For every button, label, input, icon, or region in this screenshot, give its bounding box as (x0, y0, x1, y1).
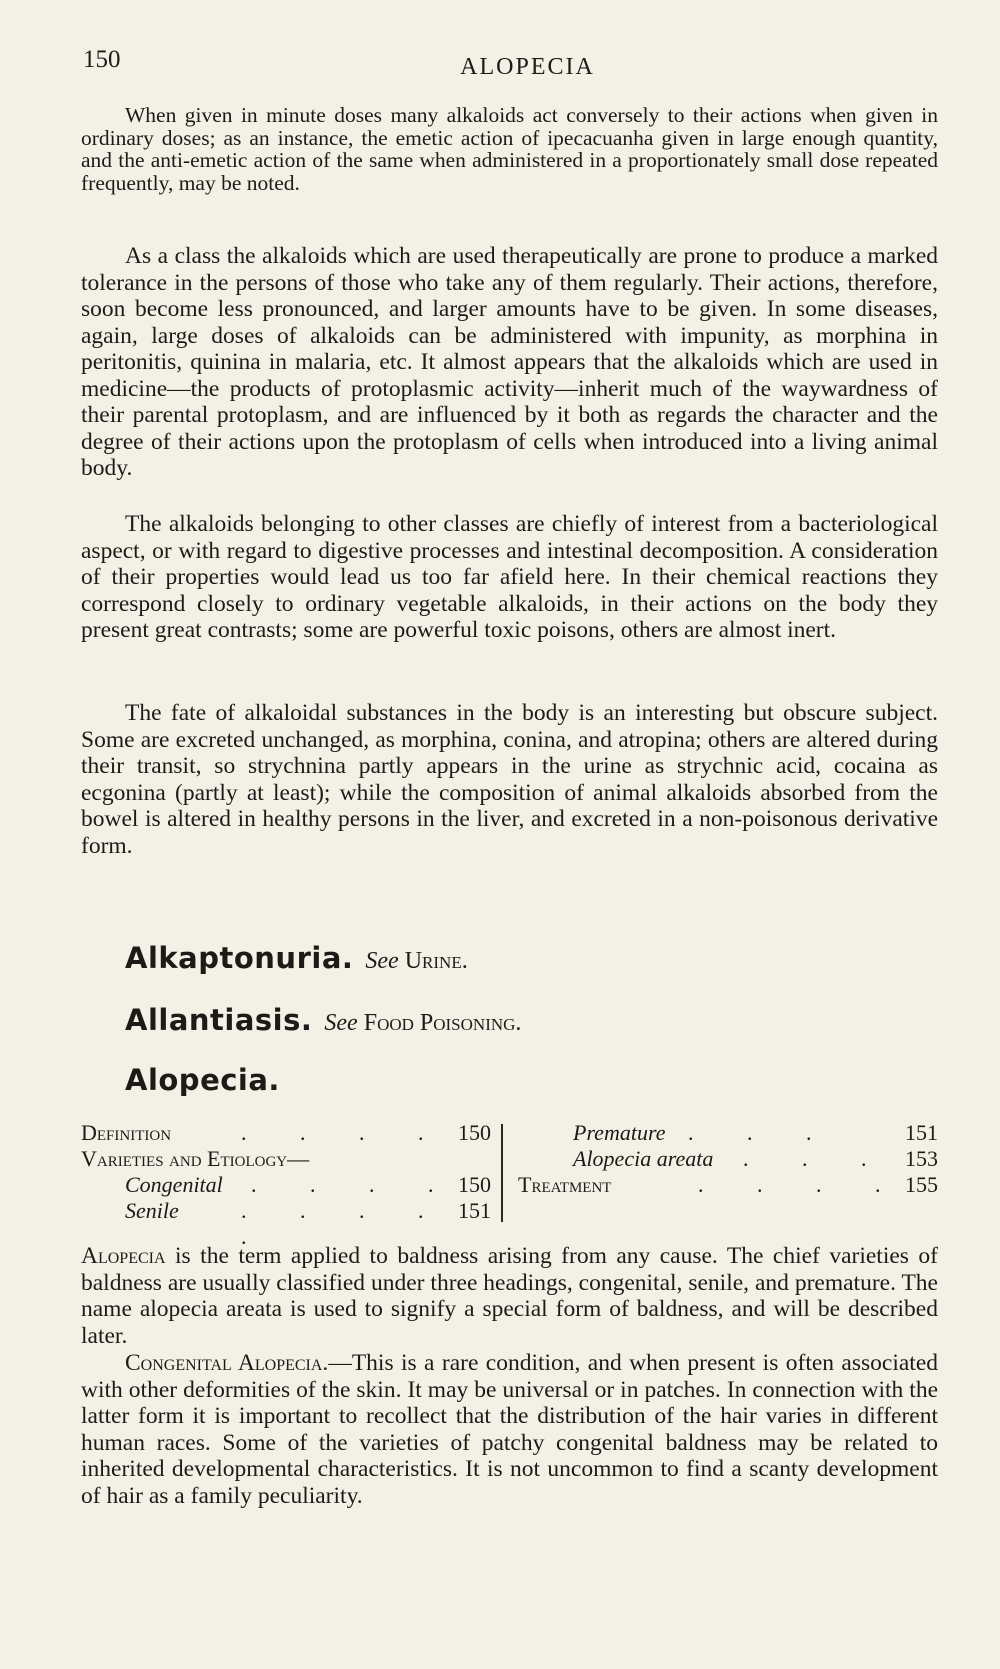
contents-row (81, 1146, 491, 1172)
leader-dots: . . . (743, 1146, 891, 1171)
entry-title: Allantiasis. (125, 1003, 313, 1037)
contents-page-number: 151 (905, 1120, 938, 1145)
see-label: See (324, 1010, 358, 1036)
leader-dots: . . . . (698, 1172, 905, 1197)
contents-right-column (518, 1120, 938, 1198)
entry-alkaptonuria (125, 941, 468, 975)
contents-page-number: 150 (458, 1172, 491, 1197)
page-number: 150 (83, 46, 121, 73)
entry-title: Alopecia. (125, 1063, 280, 1097)
see-label: See (365, 948, 399, 974)
paragraph-alkaloid-doses: When given in minute doses many alkaloids act conversely to their actions when given in ordinary doses; as an instance, the emetic action of ipecacuanha given in large enough quantity, and the anti-emetic action of the same when administered in a proportionately small dose repeated frequently, may be noted. (81, 103, 938, 195)
lead-term: Congenital Alopecia. (125, 1350, 329, 1376)
contents-divider (501, 1124, 503, 1222)
contents-label: Senile (125, 1198, 179, 1223)
contents-page-number: 155 (905, 1172, 938, 1197)
contents-label: Congenital (125, 1172, 223, 1197)
leader-dots: . . . . (241, 1120, 448, 1145)
paragraph-other-alkaloids: The alkaloids belonging to other classes are chiefly of interest from a bacteriological aspect, or with regard to digestive processes and intestinal decomposition. A consideration of their properties would lead us too far afield here. In their chemical reactions they correspond closely to ordinary vegetable alkaloids, in their actions on the body they present great contrasts; some are powerful toxic poisons, others are almost inert. (81, 511, 938, 643)
contents-page-number: 153 (905, 1146, 938, 1171)
contents-row (518, 1146, 938, 1172)
paragraph-alopecia-definition (81, 1243, 938, 1349)
leader-dots: . . . (688, 1120, 836, 1145)
contents-page-number: 151 (458, 1198, 491, 1223)
paragraph-text: is the term applied to baldness arising from any cause. The chief varieties of baldness are usually classified under three headings, congenital, senile, and premature. The name alopecia areata is used to signify a special form of baldness, and will be described later. (81, 1243, 938, 1349)
leader-dots: . . . . . (241, 1198, 448, 1249)
leader-dots: . . . . (251, 1172, 458, 1197)
paragraph-alkaloid-tolerance: As a class the alkaloids which are used therapeutically are prone to produce a marked tolerance in the persons of those who take any of them regularly. Their actions, therefore, soon become less pronounced, and larger amounts have to be given. In some diseases, again, large doses of alkaloids can be administered with impunity, as morphina in peritonitis, quinina in malaria, etc. It almost appears that the alkaloids which are used in medicine—the products of protoplasmic activity—inherit much of the waywardness of their parental protoplasm, and are influenced by it both as regards the character and the degree of their actions upon the protoplasm of cells when introduced into a living animal body. (81, 243, 938, 481)
paragraph-congenital-alopecia (81, 1350, 938, 1509)
contents-left-column (81, 1120, 491, 1249)
running-title: ALOPECIA (460, 54, 595, 80)
contents-label: Treatment (518, 1172, 612, 1197)
contents-label: Varieties and Etiology— (81, 1146, 310, 1171)
contents-page-number: 150 (458, 1120, 491, 1145)
contents-row (518, 1172, 938, 1198)
paragraph-fate-of-alkaloids: The fate of alkaloidal substances in the body is an interesting but obscure subject. Some are excreted unchanged, as morphina, conina, and atropina; others are altered during their transit, so strychnina partly appears in the urine as strychnic acid, cocaina as ecgonina (partly at least); while the composition of animal alkaloids absorbed from the bowel is altered in healthy persons in the liver, and excreted in a non-poisonous derivative form. (81, 700, 938, 859)
contents-row (81, 1120, 491, 1146)
cross-reference: Urine. (404, 948, 468, 974)
contents-row (518, 1120, 938, 1146)
running-header (83, 46, 942, 86)
paragraph-text: —This is a rare condition, and when present is often associated with other deformities of the skin. It may be universal or in patches. In connection with the latter form it is important to recollect that the distribution of the hair varies in different human races. Some of the varieties of patchy congenital baldness may be related to inherited developmental characteristics. It is not uncommon to find a scanty development of hair as a family peculiarity. (81, 1350, 938, 1509)
alopecia-contents (81, 1120, 938, 1249)
entry-alopecia (125, 1063, 280, 1097)
entry-title: Alkaptonuria. (125, 941, 354, 975)
contents-label: Definition (81, 1120, 172, 1145)
entry-allantiasis (125, 1003, 521, 1037)
lead-term: Alopecia (81, 1243, 166, 1269)
contents-label: Premature (573, 1120, 666, 1145)
cross-reference: Food Poisoning. (363, 1010, 522, 1036)
contents-row (81, 1172, 491, 1198)
contents-row (81, 1198, 491, 1249)
contents-label: Alopecia areata (573, 1146, 714, 1171)
